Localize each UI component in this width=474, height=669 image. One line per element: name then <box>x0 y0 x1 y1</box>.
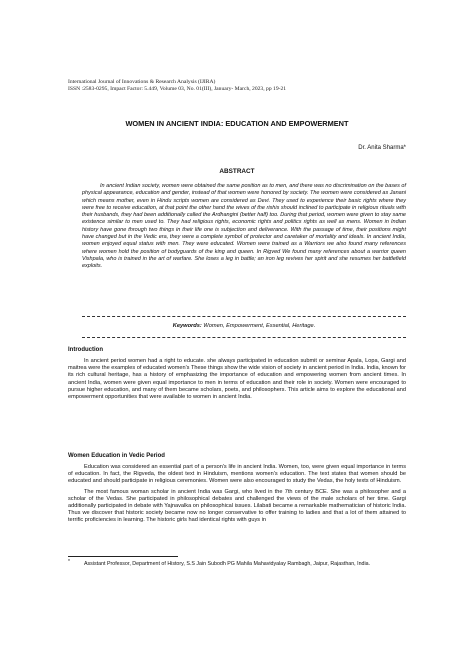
footnote-divider <box>68 556 178 557</box>
vedic-section-heading: Women Education in Vedic Period <box>68 453 165 459</box>
abstract-divider-bottom <box>82 337 406 338</box>
footnote <box>68 561 406 568</box>
journal-issn-line: ISSN :2583-0295, Impact Factor: 5.449, Volume 03, No. 01(III), January- March, 2023, pp 19-21 <box>68 86 287 93</box>
keywords-label: Keywords: <box>172 323 202 329</box>
introduction-body <box>68 358 406 401</box>
footnote-mark: * <box>68 559 70 565</box>
introduction-paragraph: In ancient period women had a right to educate. she always participated in education submit or seminar Apala, Lopa, Gargi and maitrea were the examples of educated women's These things show the wide vision of society in ancient period in India. India, known for its rich cultural heritage, has a history of emphasizing the importance of education and empowering women from ancient times. In ancient India, women were given equal importance to men in terms of education and their role in society. Women were encouraged to pursue higher education, and many of them became scholars, poets, and philosophers. This article aims to explore the educational and empowerment opportunities that were available to women in ancient India. <box>68 358 406 401</box>
abstract-text: In ancient Indian society, women were obtained the same position as to men, and there was no discrimination on the bases of physical appearance, education and gender, instead of that women were honored by society. The women were considered as Janani which means mother, even in Hindu scripts women are considered as Devi. They used to experience their basic rights where they were free to receive education, at that point the other hand the wives of the rishis should inclined to participate in religious rituals with their husbands, they had been additionally called the Ardhangini (better half) too. During that period, women were given to stay same existence similar to men used to. They had religious rights, economic rights and politics rights as well as mens. Women in Indian history have gone through two things in their life one is subjection and deliverance. With the passage of time, their positions might have changed but in the Vedic era, they were a complete symbol of protector and caretaker of mortality and ideals. In ancient India, women enjoyed equal status with men. They were educated. Women were trained as a Warriors we also found many references where women hold the position of bodyguards of the king and queen. In Rigved We found many references about a warrior queen Vishpala, who is trained in the art of warfare. She loses a leg in battle; an iron leg revives her spirit and she resumes her battlefield exploits. <box>82 183 406 270</box>
vedic-paragraph-1: Education was considered an essential part of a person's life in ancient India. Women, too, were given equal importance in terms of education. In fact, the Rigveda, the oldest text in Hinduism, mentions women's education. The text states that women should be educated and should participate in religious ceremonies. Women were also encouraged to study the Vedas, the holy texts of Hinduism. <box>68 464 406 485</box>
abstract-heading: ABSTRACT <box>219 168 255 175</box>
abstract-divider-top <box>82 316 406 317</box>
paper-title: WOMEN IN ANCIENT INDIA: EDUCATION AND EMPOWERMENT <box>125 119 349 128</box>
introduction-heading: Introduction <box>68 347 103 353</box>
journal-header <box>68 79 428 93</box>
journal-name: International Journal of Innovations & Research Analysis (IJIRA) <box>68 79 216 85</box>
footnote-text: Assistant Professor, Department of History, S.S Jain Subodh PG Mahila Mahavidyalay Rambagh, Jaipur, Rajasthan, India. <box>84 561 371 567</box>
vedic-section-body <box>68 464 406 525</box>
keywords-line <box>82 323 406 329</box>
vedic-paragraph-2: The most famous woman scholar in ancient India was Gargi, who lived in the 7th century BCE. She was a philosopher and a scholar of the Vedas. She participated in philosophical debates and challenged the views of the male scholars of her time. Gargi additionally participated in debate with Yajnavalka on philosophical issues. Lilabati became a remarkable mathematician of historic India. Thus we discover that historic society became now no longer conservative to offer training to ladies and that a lot of them attained to terrific proficiencies in learning. The historic girls had identical rights with guys in <box>68 488 406 524</box>
author-name: Dr. Anita Sharma* <box>358 145 406 151</box>
keywords-text: Women, Empowerment, Essential, Heritage. <box>201 323 316 329</box>
